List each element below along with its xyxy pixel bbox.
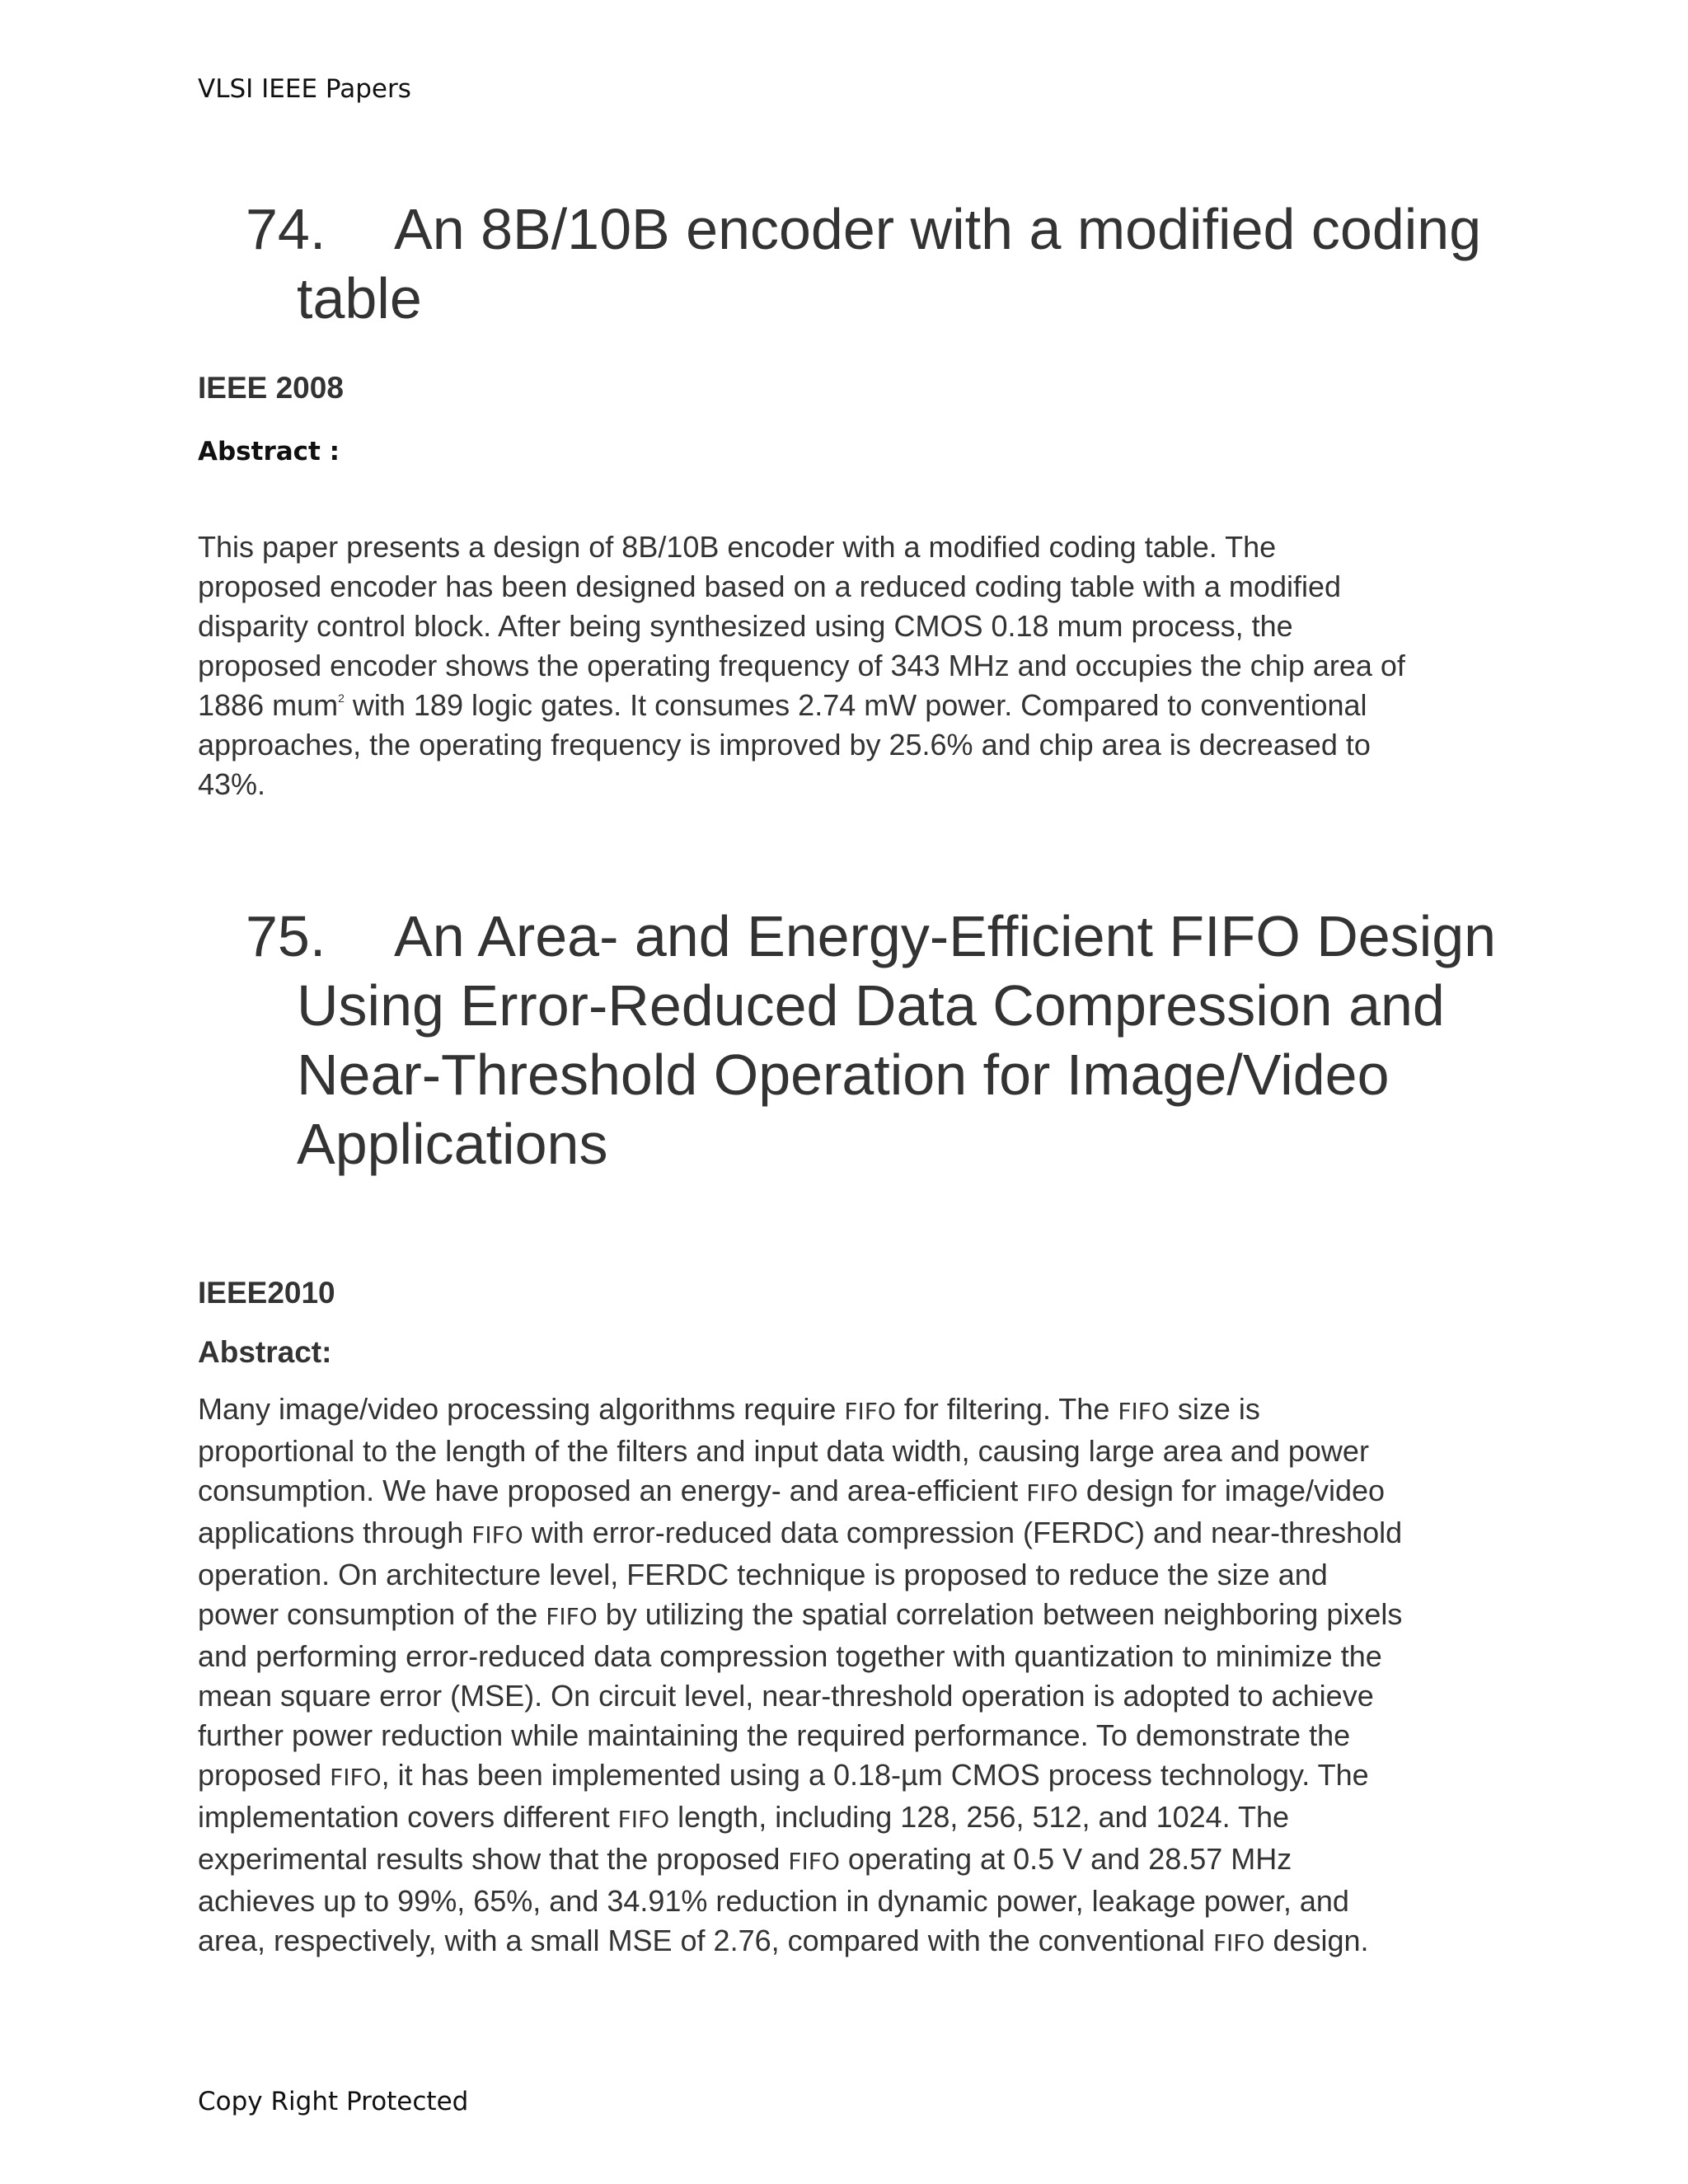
abstract-line: disparity control block. After being synthesized using CMOS 0.18 mum process, the bbox=[198, 609, 1293, 643]
abstract-text: with error-reduced data compression (FERDC) and near-threshold bbox=[523, 1516, 1403, 1549]
fifo-term: FIFO bbox=[844, 1398, 896, 1425]
paper-75-title-line-4: Applications bbox=[297, 1112, 608, 1176]
abstract-text: power consumption of the bbox=[198, 1597, 546, 1631]
abstract-line bbox=[198, 1471, 1484, 1513]
page-header: VLSI IEEE Papers bbox=[198, 74, 411, 104]
paper-75-title-line-2: Using Error-Reduced Data Compression and bbox=[297, 973, 1445, 1038]
page-footer: Copy Right Protected bbox=[198, 2087, 469, 2116]
abstract-line: This paper presents a design of 8B/10B encoder with a modified coding table. The bbox=[198, 530, 1277, 564]
fifo-term: FIFO bbox=[788, 1848, 840, 1875]
abstract-line bbox=[198, 1513, 1484, 1555]
abstract-line bbox=[198, 686, 1484, 725]
abstract-text: applications through bbox=[198, 1516, 472, 1549]
fifo-term: FIFO bbox=[330, 1764, 382, 1791]
paper-74-abstract-label: Abstract : bbox=[198, 437, 340, 466]
abstract-text: design for image/video bbox=[1077, 1474, 1386, 1507]
abstract-text: size is bbox=[1169, 1392, 1260, 1426]
paper-75-abstract bbox=[198, 1390, 1484, 1963]
abstract-text: length, including 128, 256, 512, and 1024. The bbox=[669, 1800, 1290, 1834]
paper-75-title bbox=[246, 902, 1498, 1179]
fifo-term: FIFO bbox=[1118, 1398, 1170, 1425]
abstract-line: 43%. bbox=[198, 767, 266, 801]
abstract-line: approaches, the operating frequency is improved by 25.6% and chip area is decreased to bbox=[198, 728, 1371, 762]
abstract-text: 1886 mum bbox=[198, 688, 339, 722]
abstract-text: by utilizing the spatial correlation between neighboring pixels bbox=[597, 1597, 1403, 1631]
abstract-text: , it has been implemented using a 0.18-µm CMOS process technology. The bbox=[381, 1758, 1369, 1792]
abstract-line bbox=[198, 1921, 1484, 1963]
abstract-text: proposed bbox=[198, 1758, 331, 1792]
abstract-line: proposed encoder shows the operating frequency of 343 MHz and occupies the chip area of bbox=[198, 649, 1405, 682]
abstract-text: design. bbox=[1264, 1924, 1369, 1957]
abstract-text: operating at 0.5 V and 28.57 MHz bbox=[839, 1842, 1292, 1876]
fifo-term: FIFO bbox=[617, 1806, 670, 1833]
abstract-line: proposed encoder has been designed based on a reduced coding table with a modified bbox=[198, 569, 1342, 603]
paper-75-title-line-3: Near-Threshold Operation for Image/Video bbox=[297, 1043, 1390, 1107]
abstract-text: with 189 logic gates. It consumes 2.74 mW power. Compared to conventional bbox=[344, 688, 1367, 722]
fifo-term: FIFO bbox=[1026, 1479, 1078, 1507]
paper-75-title-text-1: An Area- and Energy-Efficient FIFO Design bbox=[394, 904, 1497, 968]
abstract-line bbox=[198, 1755, 1484, 1797]
fifo-term: FIFO bbox=[546, 1603, 598, 1630]
paper-75-venue: IEEE2010 bbox=[198, 1276, 335, 1310]
abstract-line: operation. On architecture level, FERDC technique is proposed to reduce the size and bbox=[198, 1558, 1328, 1591]
abstract-line: and performing error-reduced data compression together with quantization to minimize the bbox=[198, 1639, 1382, 1673]
paper-74-title-line-1 bbox=[246, 194, 1498, 264]
abstract-line: achieves up to 99%, 65%, and 34.91% reduction in dynamic power, leakage power, and bbox=[198, 1884, 1349, 1918]
abstract-text: area, respectively, with a small MSE of 2.76, compared with the conventional bbox=[198, 1924, 1213, 1957]
abstract-line bbox=[198, 1840, 1484, 1882]
abstract-line: proportional to the length of the filters and input data width, causing large area and power bbox=[198, 1434, 1369, 1468]
abstract-line: further power reduction while maintaining the required performance. To demonstrate the bbox=[198, 1718, 1351, 1752]
abstract-line: mean square error (MSE). On circuit level, near-threshold operation is adopted to achieve bbox=[198, 1679, 1374, 1713]
abstract-text: consumption. We have proposed an energy- and area-efficient bbox=[198, 1474, 1027, 1507]
paper-74-abstract bbox=[198, 527, 1484, 804]
paper-75-title-line-1 bbox=[246, 902, 1498, 971]
abstract-line bbox=[198, 1595, 1484, 1637]
paper-74-title-line-2: table bbox=[297, 266, 422, 330]
abstract-line bbox=[198, 1390, 1484, 1432]
paper-74-title-text-1: An 8B/10B encoder with a modified coding bbox=[394, 197, 1482, 261]
fifo-term: FIFO bbox=[1212, 1929, 1265, 1957]
fifo-term: FIFO bbox=[471, 1521, 523, 1549]
paper-74-venue: IEEE 2008 bbox=[198, 371, 344, 405]
paper-75-number: 75. bbox=[246, 904, 326, 968]
abstract-text: experimental results show that the proposed bbox=[198, 1842, 789, 1876]
paper-74-title bbox=[246, 194, 1498, 333]
superscript: 2 bbox=[338, 691, 345, 705]
paper-74-number: 74. bbox=[246, 197, 326, 261]
abstract-line bbox=[198, 1797, 1484, 1840]
paper-75-abstract-label: Abstract: bbox=[198, 1335, 332, 1369]
abstract-text: for filtering. The bbox=[895, 1392, 1118, 1426]
abstract-text: implementation covers different bbox=[198, 1800, 618, 1834]
abstract-text: Many image/video processing algorithms require bbox=[198, 1392, 845, 1426]
